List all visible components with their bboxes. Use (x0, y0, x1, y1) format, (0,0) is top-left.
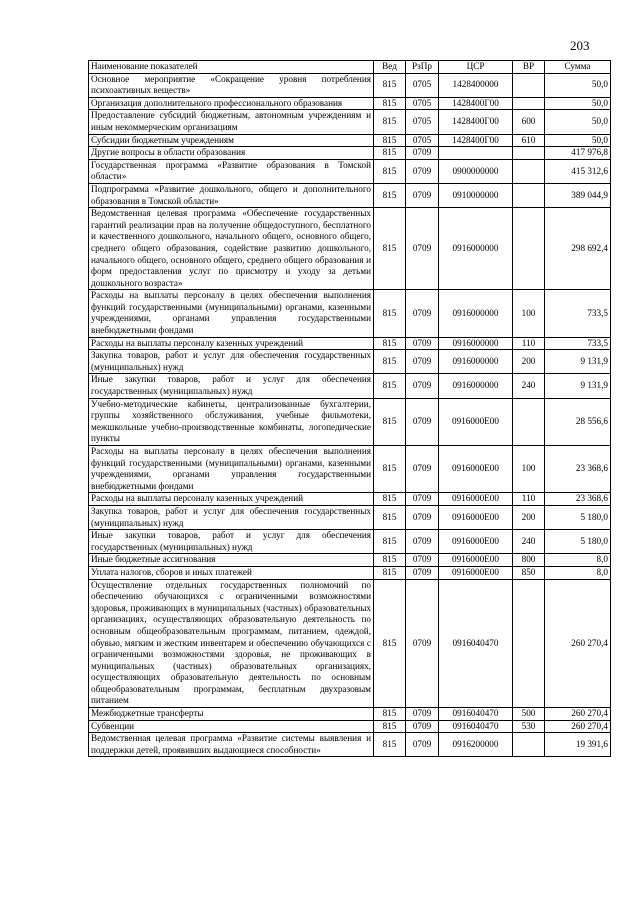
cell-rzpr: 0709 (406, 530, 439, 554)
cell-rzpr: 0709 (406, 720, 439, 733)
cell-sum: 50,0 (545, 97, 611, 110)
table-row (89, 134, 611, 147)
cell-vr: 200 (513, 505, 545, 529)
cell-ved: 815 (374, 493, 406, 506)
header-vr: ВР (513, 61, 545, 74)
cell-csr: 0910000000 (439, 183, 513, 207)
cell-rzpr: 0709 (406, 290, 439, 337)
cell-vr (513, 398, 545, 445)
header-name: Наименование показателей (89, 61, 374, 74)
cell-rzpr: 0709 (406, 446, 439, 493)
table-body (89, 73, 611, 757)
table-row (89, 97, 611, 110)
cell-csr: 0916000Е00 (439, 398, 513, 445)
cell-vr (513, 733, 545, 757)
table-row (89, 493, 611, 506)
cell-name: Учебно-методические кабинеты, централизованные бухгалтерии, группы хозяйственного обслуживания, учебные фильмотеки, межшкольные учебно-производственные комбинаты, логопедические пункты (89, 398, 374, 445)
cell-rzpr: 0709 (406, 579, 439, 708)
cell-sum: 733,5 (545, 290, 611, 337)
cell-name: Межбюджетные трансферты (89, 708, 374, 721)
table-row (89, 708, 611, 721)
cell-csr: 1428400000 (439, 73, 513, 97)
cell-vr: 110 (513, 337, 545, 350)
cell-sum: 389 044,9 (545, 183, 611, 207)
cell-vr (513, 147, 545, 160)
table-row (89, 183, 611, 207)
cell-sum: 23 368,6 (545, 446, 611, 493)
cell-ved: 815 (374, 554, 406, 567)
cell-rzpr: 0709 (406, 505, 439, 529)
cell-rzpr: 0709 (406, 566, 439, 579)
cell-vr: 100 (513, 446, 545, 493)
cell-sum: 298 692,4 (545, 208, 611, 290)
cell-rzpr: 0709 (406, 398, 439, 445)
cell-ved: 815 (374, 110, 406, 134)
header-sum: Сумма (545, 61, 611, 74)
cell-name: Расходы на выплаты персоналу казенных учреждений (89, 493, 374, 506)
header-csr: ЦСР (439, 61, 513, 74)
cell-vr (513, 159, 545, 183)
table-row (89, 566, 611, 579)
cell-sum: 50,0 (545, 134, 611, 147)
cell-ved: 815 (374, 350, 406, 374)
cell-vr (513, 579, 545, 708)
cell-rzpr: 0709 (406, 159, 439, 183)
cell-rzpr: 0709 (406, 183, 439, 207)
cell-rzpr: 0709 (406, 374, 439, 398)
cell-name: Подпрограмма «Развитие дошкольного, общего и дополнительного образования в Томской области» (89, 183, 374, 207)
cell-csr: 1428400Г00 (439, 134, 513, 147)
cell-name: Субвенции (89, 720, 374, 733)
table-row (89, 720, 611, 733)
cell-csr: 0916000Е00 (439, 505, 513, 529)
cell-sum: 50,0 (545, 110, 611, 134)
cell-vr: 100 (513, 290, 545, 337)
header-ved: Вед (374, 61, 406, 74)
cell-sum: 19 391,6 (545, 733, 611, 757)
cell-name: Ведомственная целевая программа «Развитие системы выявления и поддержки детей, проявивших выдающиеся способности» (89, 733, 374, 757)
cell-name: Иные закупки товаров, работ и услуг для обеспечения государственных (муниципальных) нужд (89, 530, 374, 554)
cell-vr (513, 73, 545, 97)
cell-name: Другие вопросы в области образования (89, 147, 374, 160)
cell-sum: 8,0 (545, 554, 611, 567)
cell-vr: 800 (513, 554, 545, 567)
cell-ved: 815 (374, 134, 406, 147)
cell-csr: 0916200000 (439, 733, 513, 757)
cell-rzpr: 0709 (406, 733, 439, 757)
cell-sum: 50,0 (545, 73, 611, 97)
cell-rzpr: 0705 (406, 134, 439, 147)
cell-name: Закупка товаров, работ и услуг для обеспечения государственных (муниципальных) нужд (89, 350, 374, 374)
cell-ved: 815 (374, 708, 406, 721)
cell-name: Иные закупки товаров, работ и услуг для обеспечения государственных (муниципальных) нужд (89, 374, 374, 398)
cell-sum: 5 180,0 (545, 530, 611, 554)
cell-sum: 23 368,6 (545, 493, 611, 506)
cell-name: Предоставление субсидий бюджетным, автономным учреждениям и иным некоммерческим организациям (89, 110, 374, 134)
cell-vr: 850 (513, 566, 545, 579)
cell-sum: 9 131,9 (545, 350, 611, 374)
cell-name: Организация дополнительного профессионального образования (89, 97, 374, 110)
table-row (89, 505, 611, 529)
cell-csr: 0916000Е00 (439, 530, 513, 554)
cell-rzpr: 0709 (406, 554, 439, 567)
cell-csr: 0916040470 (439, 579, 513, 708)
cell-rzpr: 0705 (406, 110, 439, 134)
cell-csr: 0916040470 (439, 720, 513, 733)
table-row (89, 147, 611, 160)
cell-csr: 1428400Г00 (439, 110, 513, 134)
cell-ved: 815 (374, 208, 406, 290)
table-row (89, 446, 611, 493)
cell-rzpr: 0709 (406, 147, 439, 160)
cell-sum: 8,0 (545, 566, 611, 579)
cell-vr: 240 (513, 374, 545, 398)
cell-vr: 500 (513, 708, 545, 721)
cell-name: Иные бюджетные ассигнования (89, 554, 374, 567)
table-row (89, 350, 611, 374)
cell-vr: 200 (513, 350, 545, 374)
table-row (89, 73, 611, 97)
cell-rzpr: 0709 (406, 350, 439, 374)
cell-rzpr: 0709 (406, 708, 439, 721)
cell-sum: 9 131,9 (545, 374, 611, 398)
cell-vr: 610 (513, 134, 545, 147)
cell-csr: 0916000Е00 (439, 554, 513, 567)
cell-name: Расходы на выплаты персоналу в целях обеспечения выполнения функций государственными (муниципальными) органами, казенными учреждениями, органами управления государственными внебюджетными фондами (89, 446, 374, 493)
cell-name: Расходы на выплаты персоналу в целях обеспечения выполнения функций государственными (муниципальными) органами, казенными учреждениями, органами управления государственными внебюджетными фондами (89, 290, 374, 337)
cell-rzpr: 0705 (406, 97, 439, 110)
cell-ved: 815 (374, 446, 406, 493)
cell-ved: 815 (374, 374, 406, 398)
cell-name: Уплата налогов, сборов и иных платежей (89, 566, 374, 579)
cell-name: Закупка товаров, работ и услуг для обеспечения государственных (муниципальных) нужд (89, 505, 374, 529)
table-row (89, 579, 611, 708)
table-row (89, 337, 611, 350)
cell-csr: 0916000000 (439, 208, 513, 290)
cell-sum: 260 270,4 (545, 579, 611, 708)
cell-ved: 815 (374, 579, 406, 708)
cell-name: Расходы на выплаты персоналу казенных учреждений (89, 337, 374, 350)
cell-sum: 5 180,0 (545, 505, 611, 529)
cell-csr: 0916000000 (439, 290, 513, 337)
cell-csr: 0916000Е00 (439, 566, 513, 579)
cell-csr: 0916000Е00 (439, 446, 513, 493)
cell-ved: 815 (374, 159, 406, 183)
cell-csr: 0900000000 (439, 159, 513, 183)
cell-csr: 1428400Г00 (439, 97, 513, 110)
cell-name: Осуществление отдельных государственных полномочий по обеспечению обучающихся с ограниченными возможностями здоровья, проживающих в муниципальных (частных) образовательных организациях, осуществляющих образовательную деятельность по основным общеобразовательным программам, питанием, одеждой, обувью, мягким и жестким инвентарем и обеспечению обучающихся с ограниченными возможностями здоровья, не проживающих в муниципальных (частных) образовательных организациях, осуществляющих образовательную деятельность по основным общеобразовательным программам, бесплатным двухразовым питанием (89, 579, 374, 708)
table-row (89, 733, 611, 757)
table-row (89, 554, 611, 567)
cell-sum: 260 270,4 (545, 708, 611, 721)
cell-ved: 815 (374, 337, 406, 350)
table-row (89, 374, 611, 398)
cell-vr (513, 208, 545, 290)
cell-csr: 0916040470 (439, 708, 513, 721)
cell-sum: 28 556,6 (545, 398, 611, 445)
page-number: 203 (570, 38, 590, 53)
cell-ved: 815 (374, 97, 406, 110)
cell-rzpr: 0709 (406, 493, 439, 506)
cell-name: Субсидии бюджетным учреждениям (89, 134, 374, 147)
cell-name: Ведомственная целевая программа «Обеспечение государственных гарантий реализации прав на получение общедоступного, бесплатного и качественного дошкольного, начального общего, основного общего, среднего общего образования, содействие развитию дошкольного, начального общего, основного общего, среднего общего образования и форм предоставления услуг по присмотру и уходу за детьми дошкольного возраста» (89, 208, 374, 290)
header-rzpr: РзПр (406, 61, 439, 74)
cell-ved: 815 (374, 73, 406, 97)
cell-ved: 815 (374, 183, 406, 207)
cell-name: Государственная программа «Развитие образования в Томской области» (89, 159, 374, 183)
cell-sum: 417 976,8 (545, 147, 611, 160)
cell-csr: 0916000000 (439, 350, 513, 374)
cell-vr: 110 (513, 493, 545, 506)
cell-rzpr: 0705 (406, 73, 439, 97)
cell-ved: 815 (374, 733, 406, 757)
cell-name: Основное мероприятие «Сокращение уровня потребления психоактивных веществ» (89, 73, 374, 97)
table-row (89, 398, 611, 445)
budget-table (88, 60, 611, 757)
cell-vr: 600 (513, 110, 545, 134)
cell-csr: 0916000Е00 (439, 493, 513, 506)
cell-ved: 815 (374, 566, 406, 579)
cell-vr (513, 97, 545, 110)
cell-vr (513, 183, 545, 207)
table-row (89, 110, 611, 134)
cell-sum: 415 312,6 (545, 159, 611, 183)
cell-ved: 815 (374, 505, 406, 529)
table-row (89, 530, 611, 554)
cell-rzpr: 0709 (406, 208, 439, 290)
cell-ved: 815 (374, 398, 406, 445)
table-header-row (89, 61, 611, 74)
cell-vr: 240 (513, 530, 545, 554)
cell-ved: 815 (374, 530, 406, 554)
table-row (89, 159, 611, 183)
cell-sum: 260 270,4 (545, 720, 611, 733)
cell-ved: 815 (374, 720, 406, 733)
cell-ved: 815 (374, 290, 406, 337)
cell-ved: 815 (374, 147, 406, 160)
cell-csr (439, 147, 513, 160)
cell-sum: 733,5 (545, 337, 611, 350)
table-row (89, 208, 611, 290)
cell-rzpr: 0709 (406, 337, 439, 350)
table-row (89, 290, 611, 337)
cell-csr: 0916000000 (439, 374, 513, 398)
cell-csr: 0916000000 (439, 337, 513, 350)
cell-vr: 530 (513, 720, 545, 733)
